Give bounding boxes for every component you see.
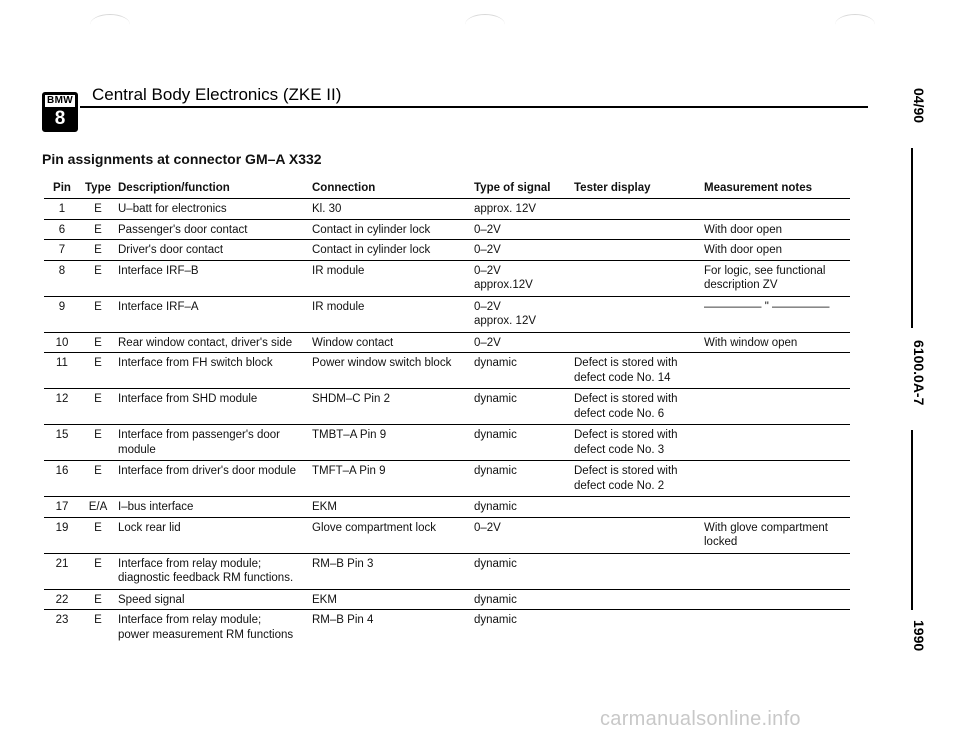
cell-signal: dynamic <box>472 425 572 461</box>
cell-measurement-notes <box>702 610 850 646</box>
cell-tester-display <box>572 240 702 261</box>
cell-measurement-notes <box>702 353 850 389</box>
cell-signal: 0–2V <box>472 517 572 553</box>
cell-pin: 16 <box>44 461 80 497</box>
table-row <box>44 199 850 220</box>
cell-connection: RM–B Pin 4 <box>312 614 374 626</box>
section-title: Pin assignments at connector GM–A X332 <box>42 151 322 167</box>
cell-connection: SHDM–C Pin 2 <box>310 389 472 425</box>
cell-description: Speed signal <box>116 589 310 610</box>
cell-description: Lock rear lid <box>116 517 310 553</box>
pin-assignment-table <box>44 180 850 645</box>
column-header-type: Type <box>80 180 116 199</box>
cell-connection: IR module <box>310 260 472 296</box>
cell-type: E <box>80 296 116 332</box>
cell-description: Driver's door contact <box>116 240 310 261</box>
table-row <box>44 240 850 261</box>
cell-pin: 12 <box>44 389 80 425</box>
cell-connection: Window contact <box>310 332 472 353</box>
cell-measurement-notes: With door open <box>702 240 850 261</box>
cell-description: Interface IRF–B <box>116 260 310 296</box>
table-row <box>44 461 850 497</box>
cell-connection: EKM <box>310 497 472 518</box>
cell-measurement-notes: With door open <box>702 219 850 240</box>
column-header-description: Description/function <box>116 180 310 199</box>
cell-signal: dynamic <box>472 353 572 389</box>
cell-measurement-notes: For logic, see functional description ZV <box>702 260 850 296</box>
cell-description: Interface from driver's door module <box>116 461 310 497</box>
cell-type: E <box>80 260 116 296</box>
cell-type: E <box>80 240 116 261</box>
cell-tester-display <box>572 553 702 589</box>
cell-pin: 22 <box>44 589 80 610</box>
cell-type: E <box>80 199 116 220</box>
cell-type: E <box>80 461 116 497</box>
cell-description: Rear window contact, driver's side <box>116 332 310 353</box>
cell-description: Passenger's door contact <box>116 219 310 240</box>
column-header-pin: Pin <box>44 180 80 199</box>
cell-connection: EKM <box>310 589 472 610</box>
cell-tester-display <box>572 610 702 646</box>
cell-pin: 21 <box>44 553 80 589</box>
cell-connection: Glove compartment lock <box>310 517 472 553</box>
cell-connection: Contact in cylinder lock <box>310 240 472 261</box>
cell-pin: 11 <box>44 353 80 389</box>
table-body <box>44 199 850 646</box>
cell-description: U–batt for electronics <box>116 199 310 220</box>
cell-description: Interface from FH switch block <box>116 353 310 389</box>
cell-description: I–bus interface <box>116 497 310 518</box>
cell-measurement-notes: With glove compartment locked <box>702 517 850 553</box>
cell-description: Interface from passenger's door module <box>116 425 310 461</box>
cell-type: E <box>80 219 116 240</box>
cell-tester-display <box>572 332 702 353</box>
cell-pin: 8 <box>44 260 80 296</box>
table-row <box>44 589 850 610</box>
cell-tester-display: Defect is stored with defect code No. 3 <box>572 425 702 461</box>
cell-measurement-notes <box>702 389 850 425</box>
cell-signal: dynamic <box>472 553 572 589</box>
cell-measurement-notes <box>702 589 850 610</box>
cell-connection: TMBT–A Pin 9 <box>310 425 472 461</box>
cell-connection: IR module <box>310 296 472 332</box>
document-title: Central Body Electronics (ZKE II) <box>92 85 342 104</box>
cell-pin: 6 <box>44 219 80 240</box>
cell-description: Interface from relay module; diagnostic feedback RM functions. <box>116 553 310 589</box>
table-row <box>44 553 850 589</box>
cell-description: Interface IRF–A <box>116 296 310 332</box>
scan-corner-mark <box>90 14 130 35</box>
side-rule <box>911 148 913 328</box>
cell-signal: 0–2V approx.12V <box>472 260 572 296</box>
cell-type: E <box>80 589 116 610</box>
table-row <box>44 219 850 240</box>
cell-signal: 0–2V <box>472 240 572 261</box>
cell-connection: RM–B Pin 3 <box>310 553 472 589</box>
cell-signal: dynamic <box>472 389 572 425</box>
cell-signal: dynamic <box>472 589 572 610</box>
cell-tester-display <box>572 589 702 610</box>
cell-connection: Contact in cylinder lock <box>310 219 472 240</box>
cell-signal: 0–2V <box>472 332 572 353</box>
cell-signal: dynamic <box>472 497 572 518</box>
cell-tester-display <box>572 517 702 553</box>
cell-measurement-notes <box>702 425 850 461</box>
cell-description: Interface from SHD module <box>116 389 310 425</box>
cell-type: E <box>80 425 116 461</box>
header-rule <box>80 106 868 108</box>
cell-connection: TMFT–A Pin 9 <box>310 461 472 497</box>
logo-series: 8 <box>54 108 66 129</box>
cell-pin: 10 <box>44 332 80 353</box>
cell-measurement-notes: ————— " ————— <box>702 296 850 332</box>
column-header-tester: Tester display <box>572 180 702 199</box>
cell-tester-display: Defect is stored with defect code No. 6 <box>572 389 702 425</box>
cell-pin: 1 <box>44 199 80 220</box>
cell-pin: 9 <box>44 296 80 332</box>
table-header-row <box>44 180 850 199</box>
cell-type: E <box>80 517 116 553</box>
cell-signal: 0–2V approx. 12V <box>472 296 572 332</box>
cell-tester-display <box>572 199 702 220</box>
cell-tester-display <box>572 260 702 296</box>
table-row <box>44 353 850 389</box>
cell-pin: 7 <box>44 240 80 261</box>
cell-pin: 19 <box>44 517 80 553</box>
scan-corner-mark <box>465 14 505 35</box>
cell-connection: Power window switch block <box>310 353 472 389</box>
table-row <box>44 497 850 518</box>
cell-pin: 15 <box>44 425 80 461</box>
cell-tester-display: Defect is stored with defect code No. 14 <box>572 353 702 389</box>
watermark-text: carmanualsonline.info <box>600 708 801 730</box>
table-row <box>44 260 850 296</box>
cell-tester-display <box>572 219 702 240</box>
scan-corner-mark <box>835 14 875 35</box>
column-header-connection: Connection <box>310 180 472 199</box>
table-row <box>44 296 850 332</box>
column-header-notes: Measurement notes <box>702 180 850 199</box>
cell-connection: Kl. 30 <box>310 199 472 220</box>
table-row <box>44 517 850 553</box>
logo-brand: BMW <box>45 95 75 107</box>
page-code: 6100.0A-7 <box>911 340 927 406</box>
cell-description: Interface from relay module; power measurement RM functions <box>118 614 294 641</box>
table-row <box>44 610 850 646</box>
table-row <box>44 425 850 461</box>
cell-tester-display <box>572 497 702 518</box>
cell-signal: approx. 12V <box>472 199 572 220</box>
issue-year: 1990 <box>911 620 927 652</box>
cell-type: E <box>94 614 102 626</box>
cell-measurement-notes <box>702 199 850 220</box>
cell-type: E <box>80 332 116 353</box>
cell-pin: 17 <box>44 497 80 518</box>
cell-type: E <box>80 353 116 389</box>
cell-type: E <box>80 389 116 425</box>
cell-measurement-notes <box>702 497 850 518</box>
cell-type: E <box>80 553 116 589</box>
bmw-series-logo <box>42 92 78 132</box>
cell-signal: 0–2V <box>472 219 572 240</box>
table-row <box>44 332 850 353</box>
side-rule <box>911 430 913 610</box>
issue-date: 04/90 <box>911 88 927 124</box>
cell-signal: dynamic <box>474 614 517 626</box>
cell-tester-display: Defect is stored with defect code No. 2 <box>572 461 702 497</box>
cell-measurement-notes <box>702 461 850 497</box>
cell-measurement-notes <box>702 553 850 589</box>
cell-tester-display <box>572 296 702 332</box>
cell-type: E/A <box>80 497 116 518</box>
table-row <box>44 389 850 425</box>
cell-measurement-notes: With window open <box>702 332 850 353</box>
column-header-signal: Type of signal <box>472 180 572 199</box>
cell-pin: 23 <box>55 614 69 626</box>
cell-signal: dynamic <box>472 461 572 497</box>
